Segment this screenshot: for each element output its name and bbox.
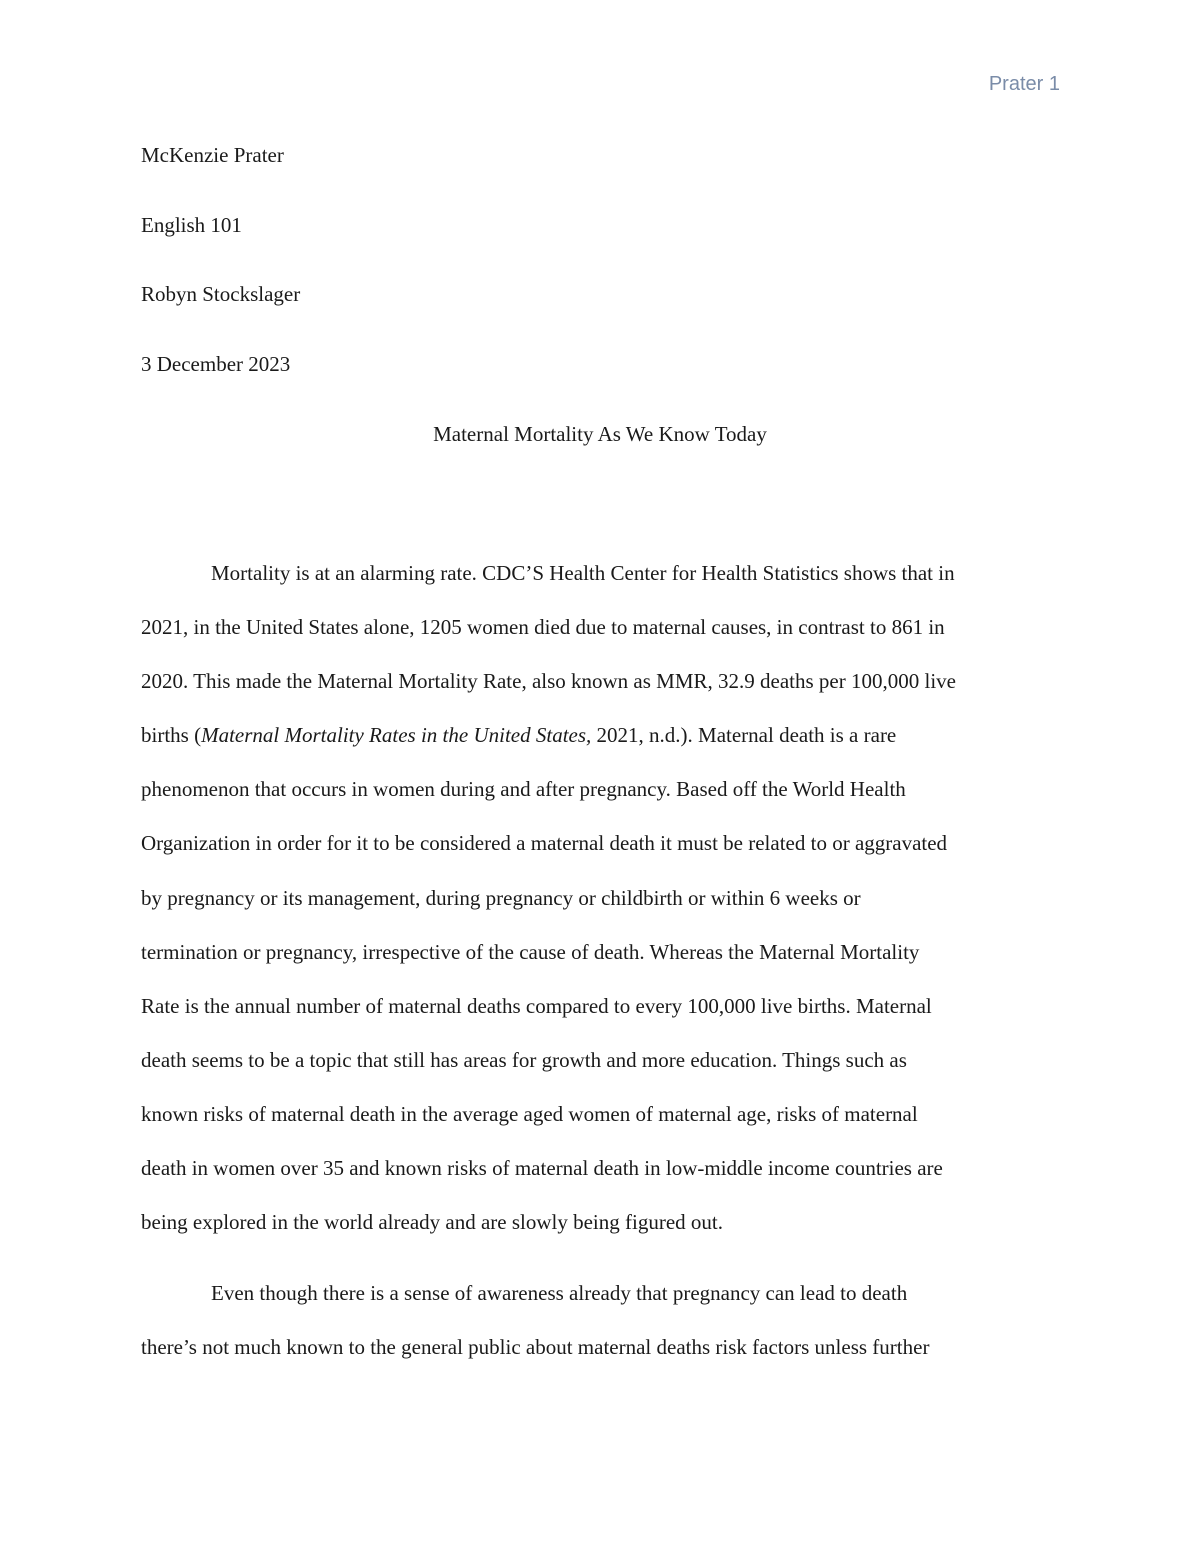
paragraph-2 (141, 1276, 1059, 1384)
paragraph-line: Organization in order for it to be considered a maternal death it must be related to or aggravated (141, 831, 948, 856)
instructor-name: Robyn Stockslager (141, 282, 301, 306)
mla-heading (141, 141, 1061, 419)
author-name: McKenzie Prater (141, 143, 284, 167)
paragraph-line: phenomenon that occurs in women during and after pregnancy. Based off the World Health (141, 777, 906, 802)
text-run: births ( (141, 723, 202, 748)
text-run: 2021, n.d.). Maternal death is a rare (591, 723, 897, 748)
paragraph-line: Even though there is a sense of awareness already that pregnancy can lead to death (211, 1281, 908, 1306)
paragraph-line (141, 718, 1059, 772)
essay-body (141, 556, 1059, 1384)
course-name: English 101 (141, 212, 242, 237)
paragraph-line: being explored in the world already and are slowly being figured out. (141, 1210, 723, 1235)
paragraph-line: death seems to be a topic that still has areas for growth and more education. Things such as (141, 1047, 907, 1072)
paragraph-line: Rate is the annual number of maternal deaths compared to every 100,000 live births. Maternal (141, 993, 932, 1018)
citation-title: Maternal Mortality Rates in the United States, (201, 723, 592, 748)
paragraph-line: 2021, in the United States alone, 1205 women died due to maternal causes, in contrast to 861 in (141, 615, 945, 640)
paragraph-line: known risks of maternal death in the average aged women of maternal age, risks of maternal (141, 1101, 918, 1126)
paragraph-line: Mortality is at an alarming rate. CDC’S Health Center for Health Statistics shows that in (211, 561, 955, 585)
essay-title: Maternal Mortality As We Know Today (433, 422, 767, 446)
paragraph-line: termination or pregnancy, irrespective of the cause of death. Whereas the Maternal Mortality (141, 939, 920, 964)
paragraph-line: 2020. This made the Maternal Mortality Rate, also known as MMR, 32.9 deaths per 100,000 live (141, 669, 956, 694)
submission-date: 3 December 2023 (141, 351, 291, 376)
paragraph-1 (141, 556, 1059, 1259)
paragraph-spacer (141, 1259, 1059, 1276)
paragraph-line: by pregnancy or its management, during pregnancy or childbirth or within 6 weeks or (141, 885, 861, 910)
paragraph-line: death in women over 35 and known risks of maternal death in low-middle income countries are (141, 1156, 943, 1181)
running-header: Prater 1 (988, 73, 1060, 95)
paragraph-line: there’s not much known to the general public about maternal deaths risk factors unless further (141, 1335, 930, 1360)
